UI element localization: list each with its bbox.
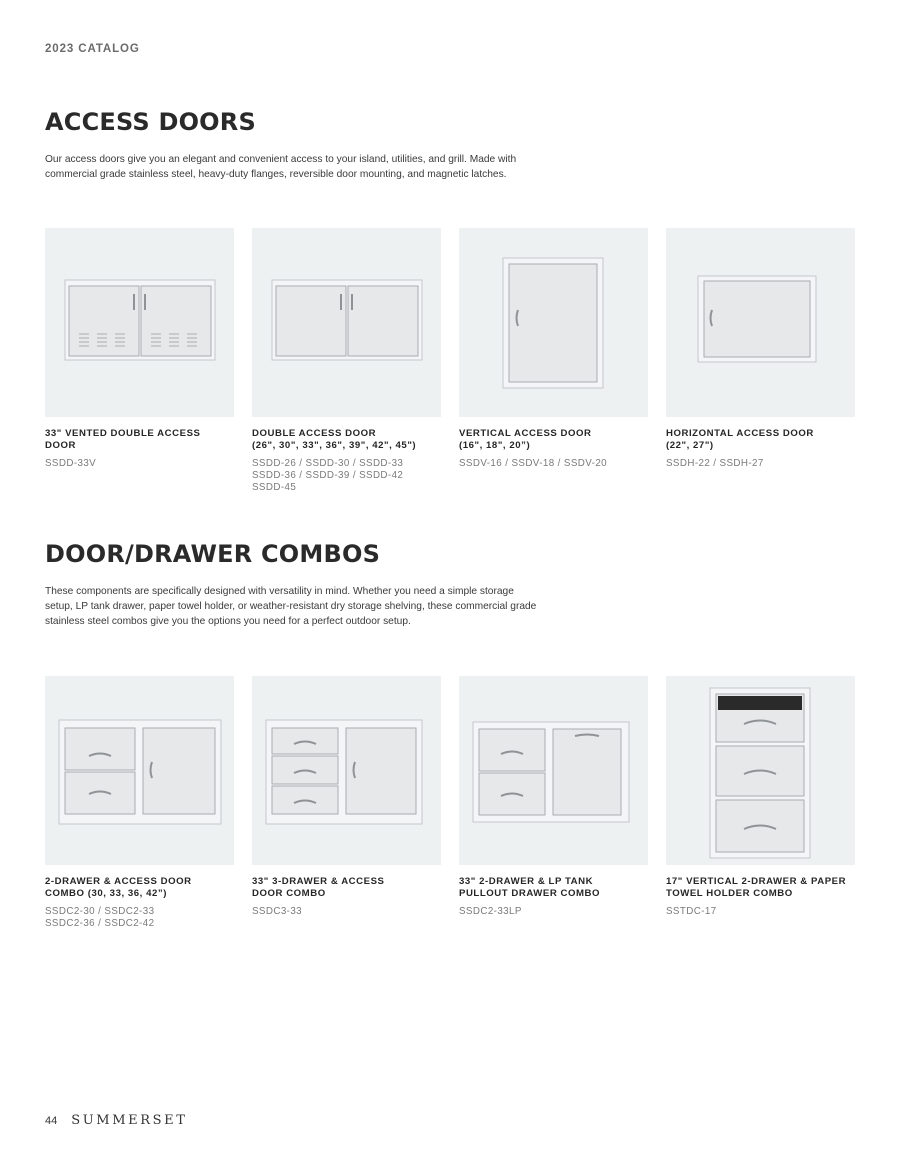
product-card[interactable] xyxy=(45,676,234,930)
catalog-label: 2023 CATALOG xyxy=(45,43,140,55)
product-title: HORIZONTAL ACCESS DOOR (22", 27") xyxy=(666,428,814,451)
product-title: 17" VERTICAL 2-DRAWER & PAPER TOWEL HOLDER COMBO xyxy=(666,876,847,899)
product-title: 33" 3-DRAWER & ACCESS DOOR COMBO xyxy=(252,876,385,899)
product-title: 33" 2-DRAWER & LP TANK PULLOUT DRAWER COMBO xyxy=(459,876,601,899)
product-sku: SSTDC-17 xyxy=(666,906,717,917)
vertical-drawer-towel-combo-icon xyxy=(666,676,855,865)
product-sku: SSDC3-33 xyxy=(252,906,303,917)
product-sku: SSDH-22 / SSDH-27 xyxy=(666,458,764,469)
two-drawer-door-combo-icon xyxy=(45,676,234,865)
product-title: VERTICAL ACCESS DOOR (16", 18", 20”) xyxy=(459,428,592,451)
horizontal-door-icon xyxy=(666,228,855,417)
double-door-icon xyxy=(252,228,441,417)
product-sku: SSDC2-30 / SSDC2-33 SSDC2-36 / SSDC2-42 xyxy=(45,906,155,929)
product-title: DOUBLE ACCESS DOOR (26", 30", 33", 36", 39", 42", 45") xyxy=(252,428,417,451)
product-sku: SSDV-16 / SSDV-18 / SSDV-20 xyxy=(459,458,608,469)
section-description-door-drawer-combos: These components are specifically designed with versatility in mind. Whether you need a simple storage setup, LP tank drawer, paper towel holder, or weather-resistant dry storage shelving, these commercial grade stainless steel combos give you the options you need for a perfect outdoor setup. xyxy=(45,586,537,627)
vented-double-door-icon xyxy=(45,228,234,417)
page-footer xyxy=(45,1113,187,1128)
product-card[interactable] xyxy=(666,676,855,918)
lp-tank-drawer-combo-icon xyxy=(459,676,648,865)
page-number: 44 xyxy=(45,1115,58,1127)
product-card[interactable] xyxy=(459,676,648,918)
section-title-access-doors: ACCESS DOORS xyxy=(45,108,256,136)
three-drawer-door-combo-icon xyxy=(252,676,441,865)
brand-logo: SUMMERSET xyxy=(71,1113,188,1128)
product-card[interactable] xyxy=(252,228,441,494)
product-sku: SSDD-26 / SSDD-30 / SSDD-33 SSDD-36 / SSDD-39 / SSDD-42 SSDD-45 xyxy=(252,458,404,493)
product-card[interactable] xyxy=(459,228,648,470)
vertical-door-icon xyxy=(459,228,648,417)
product-title: 2-DRAWER & ACCESS DOOR COMBO (30, 33, 36, 42”) xyxy=(45,876,192,899)
product-card[interactable] xyxy=(45,228,234,470)
section-title-door-drawer-combos: DOOR/DRAWER COMBOS xyxy=(45,540,381,568)
product-sku: SSDC2-33LP xyxy=(459,906,522,917)
product-card[interactable] xyxy=(252,676,441,918)
product-sku: SSDD-33V xyxy=(45,458,97,469)
section-description-access-doors: Our access doors give you an elegant and convenient access to your island, utilities, and grill. Made with commercial grade stainless steel, heavy-duty flanges, reversible door mounting, and magnetic latches. xyxy=(45,154,517,180)
product-card[interactable] xyxy=(666,228,855,470)
product-title: 33" VENTED DOUBLE ACCESS DOOR xyxy=(45,428,201,451)
